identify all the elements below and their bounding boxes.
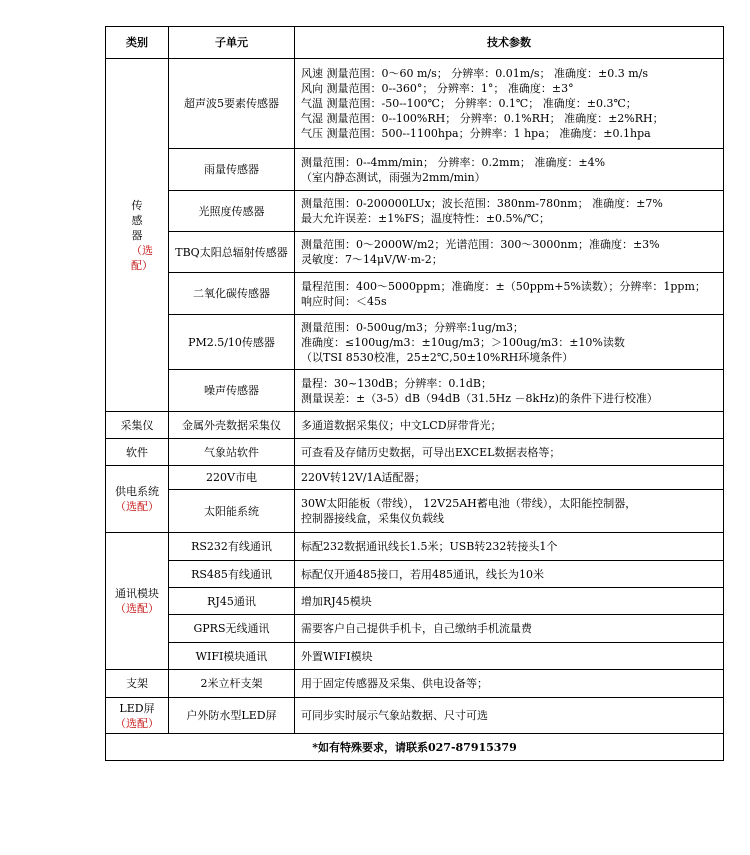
param-cell bbox=[295, 273, 724, 315]
optional-label: （选配） bbox=[115, 602, 159, 615]
optional-label: （选配） bbox=[115, 716, 159, 730]
param-cell: 外置WIFI模块 bbox=[295, 643, 724, 670]
subunit-name: 噪声传感器 bbox=[169, 370, 295, 412]
param-line: 响应时间：＜45s bbox=[301, 294, 387, 308]
category-collector: 采集仪 bbox=[106, 412, 169, 439]
param-cell bbox=[295, 315, 724, 370]
param-cell bbox=[295, 232, 724, 273]
table-row bbox=[106, 588, 724, 615]
param-line: 灵敏度：7～14μV/W·m-2； bbox=[301, 253, 443, 266]
param-line: 气压 测量范围：500--1100hpa；分辨率：1 hpa； 准确度：±0.1hpa bbox=[301, 127, 651, 140]
category-label: LED屏 bbox=[119, 701, 155, 715]
table-row bbox=[106, 643, 724, 670]
param-cell: 标配232数据通讯线长1.5米；USB转232转接头1个 bbox=[295, 533, 724, 561]
param-line: （以TSI 8530校准，25±2℃,50±10%RH环境条件） bbox=[301, 350, 574, 364]
param-line: 量程范围：400～5000ppm；准确度：±（50ppm+5%读数）；分辨率：1ppm； bbox=[301, 279, 706, 293]
param-cell bbox=[295, 490, 724, 533]
spec-table bbox=[105, 26, 724, 761]
subunit-name: RJ45通讯 bbox=[169, 588, 295, 615]
param-line: 测量范围：0-500ug/m3；分辨率:1ug/m3； bbox=[301, 320, 524, 334]
header-row bbox=[106, 27, 724, 59]
subunit-name: 220V市电 bbox=[169, 466, 295, 490]
param-cell bbox=[295, 370, 724, 412]
param-line: 30W太阳能板（带线）， 12V25AH蓄电池（带线），太阳能控制器， bbox=[301, 497, 637, 510]
footer-row bbox=[106, 734, 724, 761]
category-comm bbox=[106, 533, 169, 670]
table-row bbox=[106, 533, 724, 561]
header-subunit: 子单元 bbox=[169, 27, 295, 59]
subunit-name: 太阳能系统 bbox=[169, 490, 295, 533]
table-row bbox=[106, 232, 724, 273]
table-row bbox=[106, 490, 724, 533]
param-cell: 需要客户自己提供手机卡，自己缴纳手机流量费 bbox=[295, 615, 724, 643]
param-cell: 标配仅开通485接口，若用485通讯，线长为10米 bbox=[295, 561, 724, 588]
contact-note: *如有特殊要求，请联系027-87915379 bbox=[106, 734, 724, 761]
param-line: 控制器接线盒，采集仪负载线 bbox=[301, 512, 444, 525]
subunit-name: 户外防水型LED屏 bbox=[169, 698, 295, 734]
param-line: 气湿 测量范围：0--100%RH； 分辨率：0.1%RH； 准确度：±2%RH； bbox=[301, 112, 664, 125]
category-label: 传感器 bbox=[131, 198, 143, 242]
param-line: 220V转12V/1A适配器； bbox=[301, 471, 426, 484]
param-cell: 增加RJ45模块 bbox=[295, 588, 724, 615]
subunit-name: 2米立杆支架 bbox=[169, 670, 295, 698]
param-cell bbox=[295, 466, 724, 490]
header-category: 类别 bbox=[106, 27, 169, 59]
subunit-name: GPRS无线通讯 bbox=[169, 615, 295, 643]
subunit-name: 二氧化碳传感器 bbox=[169, 273, 295, 315]
category-bracket: 支架 bbox=[106, 670, 169, 698]
category-software: 软件 bbox=[106, 439, 169, 466]
subunit-name: 金属外壳数据采集仪 bbox=[169, 412, 295, 439]
subunit-name: 超声波5要素传感器 bbox=[169, 59, 295, 149]
subunit-name: RS485有线通讯 bbox=[169, 561, 295, 588]
table-row bbox=[106, 370, 724, 412]
table-row bbox=[106, 191, 724, 232]
subunit-name: WIFI模块通讯 bbox=[169, 643, 295, 670]
table-row bbox=[106, 149, 724, 191]
category-led bbox=[106, 698, 169, 734]
param-line: 测量误差：±（3-5）dB（94dB（31.5Hz －8kHz)的条件下进行校准） bbox=[301, 391, 658, 405]
category-label: 通讯模块 bbox=[115, 587, 159, 600]
param-cell: 用于固定传感器及采集、供电设备等； bbox=[295, 670, 724, 698]
param-cell bbox=[295, 149, 724, 191]
table-row bbox=[106, 439, 724, 466]
param-cell: 可同步实时展示气象站数据、尺寸可选 bbox=[295, 698, 724, 734]
optional-label: （选配） bbox=[131, 243, 153, 272]
table-row bbox=[106, 273, 724, 315]
table-row bbox=[106, 670, 724, 698]
param-line: 准确度：≤100ug/m3：±10ug/m3；＞100ug/m3：±10%读数 bbox=[301, 335, 625, 349]
subunit-name: RS232有线通讯 bbox=[169, 533, 295, 561]
subunit-name: TBQ太阳总辐射传感器 bbox=[169, 232, 295, 273]
category-label: 供电系统 bbox=[115, 485, 159, 498]
param-cell: 多通道数据采集仪；中文LCD屏带背光； bbox=[295, 412, 724, 439]
table-row bbox=[106, 59, 724, 149]
subunit-name: 雨量传感器 bbox=[169, 149, 295, 191]
optional-label: （选配） bbox=[115, 500, 159, 513]
param-line: 测量范围：0～2000W/m2；光谱范围：300～3000nm；准确度：±3% bbox=[301, 238, 660, 251]
category-power bbox=[106, 466, 169, 533]
param-line: 测量范围：0-200000LUx；波长范围：380nm-780nm； 准确度：±7% bbox=[301, 197, 663, 210]
table-row bbox=[106, 412, 724, 439]
table-row bbox=[106, 315, 724, 370]
param-line: 测量范围：0--4mm/min； 分辨率：0.2mm； 准确度：±4% bbox=[301, 155, 606, 169]
param-cell bbox=[295, 59, 724, 149]
header-params: 技术参数 bbox=[295, 27, 724, 59]
subunit-name: 气象站软件 bbox=[169, 439, 295, 466]
subunit-name: 光照度传感器 bbox=[169, 191, 295, 232]
param-line: 风速 测量范围：0～60 m/s； 分辨率：0.01m/s； 准确度：±0.3 m/s bbox=[301, 67, 649, 80]
param-cell: 可查看及存储历史数据，可导出EXCEL数据表格等； bbox=[295, 439, 724, 466]
param-line: 风向 测量范围：0--360°； 分辨率：1°； 准确度：±3° bbox=[301, 82, 574, 95]
subunit-name: PM2.5/10传感器 bbox=[169, 315, 295, 370]
table-row bbox=[106, 561, 724, 588]
param-line: 气温 测量范围：-50--100℃； 分辨率：0.1℃； 准确度：±0.3℃； bbox=[301, 97, 637, 110]
param-cell bbox=[295, 191, 724, 232]
category-sensors bbox=[106, 59, 169, 412]
table-row bbox=[106, 615, 724, 643]
table-row bbox=[106, 698, 724, 734]
table-row bbox=[106, 466, 724, 490]
param-line: （室内静态测试，雨强为2mm/min） bbox=[301, 170, 486, 184]
param-line: 最大允许误差：±1%FS；温度特性：±0.5%/℃； bbox=[301, 212, 551, 225]
param-line: 量程：30~130dB；分辨率：0.1dB； bbox=[301, 376, 492, 390]
